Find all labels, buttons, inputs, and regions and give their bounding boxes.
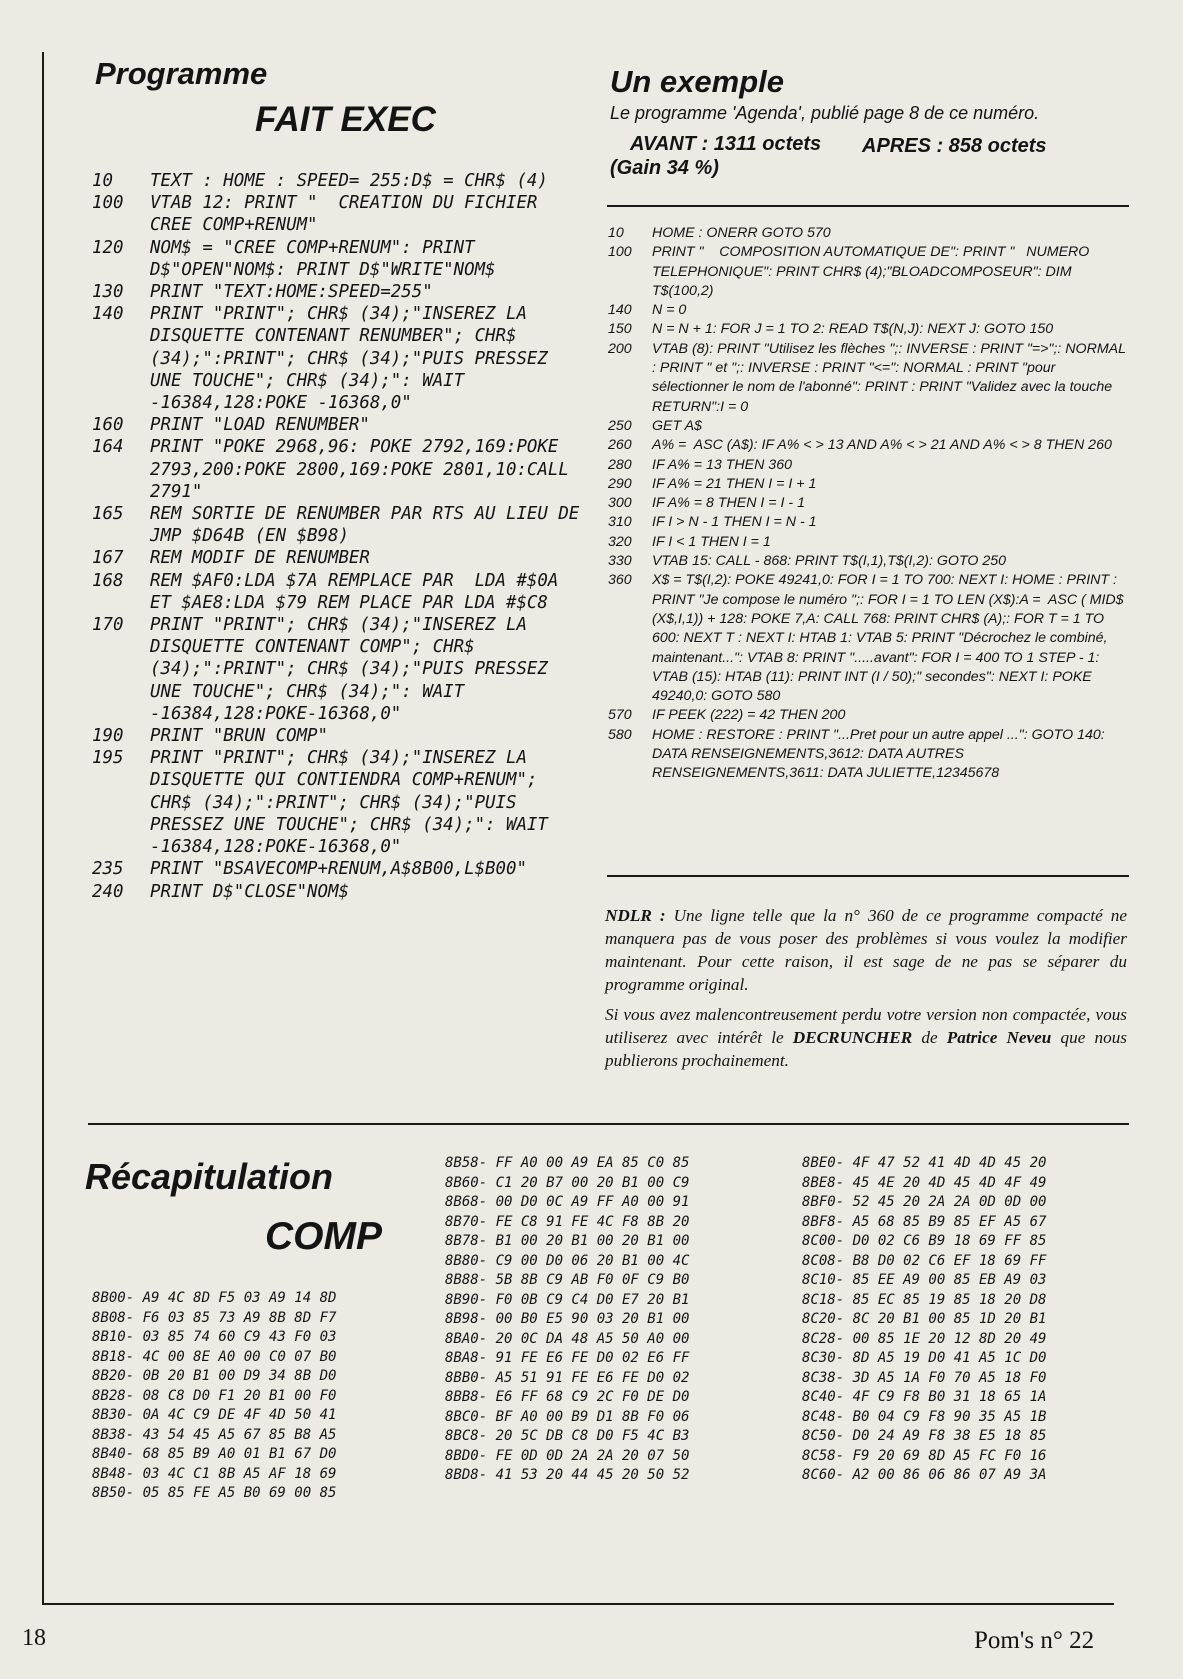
- hex-dump-row: 8B80- C9 00 D0 06 20 B1 00 4C: [445, 1252, 690, 1269]
- exec-code-line: [92, 303, 588, 414]
- hex-dump-row: 8B60- C1 20 B7 00 20 B1 00 C9: [445, 1174, 690, 1191]
- agenda-code-line-text: GET A$: [652, 417, 702, 434]
- page-frame-bottom: [42, 1603, 1114, 1605]
- hex-dump-row: 8B98- 00 B0 E5 90 03 20 B1 00: [445, 1311, 690, 1327]
- hex-dump-row: 8C48- B0 04 C9 F8 90 35 A5 1B: [802, 1408, 1047, 1425]
- exec-code-line-text: VTAB 12: PRINT " CREATION DU FICHIER CREE COMP+RENUM": [150, 193, 548, 236]
- exec-code-line-number: 195: [92, 748, 124, 769]
- exec-code-line: [92, 192, 588, 236]
- agenda-code-line: [608, 513, 1130, 532]
- exec-code-line-number: 120: [92, 237, 124, 258]
- exemple-intro: Le programme 'Agenda', publié page 8 de ce numéro.: [610, 103, 1040, 123]
- hex-dump-row: 8C20- 8C 20 B1 00 85 1D 20 B1: [802, 1311, 1047, 1327]
- hex-dump-row: 8B40- 68 85 B9 A0 01 B1 67 D0: [92, 1446, 337, 1462]
- agenda-code-line: [608, 340, 1130, 417]
- hex-dump-row: 8BD0- FE 0D 0D 2A 2A 20 07 50: [445, 1447, 690, 1464]
- exec-code-line-number: 235: [92, 859, 124, 880]
- agenda-code-line: [608, 533, 1130, 552]
- note-rule: [607, 875, 1129, 877]
- exec-code-line: [92, 858, 588, 880]
- exec-code-line: [92, 170, 588, 192]
- exec-code-line-text: REM SORTIE DE RENUMBER PAR RTS AU LIEU DE JMP $D64B (EN $B98): [150, 504, 590, 547]
- agenda-code-line-text: IF A% = 8 THEN I = I - 1: [652, 495, 805, 512]
- exec-code-line-number: 170: [92, 615, 124, 636]
- hex-dump-row: 8B38- 43 54 45 A5 67 85 B8 A5: [92, 1426, 337, 1443]
- hex-dump-row: 8B18- 4C 00 8E A0 00 C0 07 B0: [92, 1348, 337, 1365]
- hex-dump-row: 8B48- 03 4C C1 8B A5 AF 18 69: [92, 1465, 337, 1482]
- hex-dump-row: 8C08- B8 D0 02 C6 EF 18 69 FF: [802, 1252, 1047, 1269]
- agenda-code-line: [608, 571, 1130, 706]
- agenda-code-line: [608, 301, 1130, 320]
- hex-dump-row: 8BB8- E6 FF 68 C9 2C F0 DE D0: [445, 1389, 690, 1405]
- hex-dump-row: 8B58- FF A0 00 A9 EA 85 C0 85: [445, 1155, 690, 1171]
- hex-dump-row: 8BA8- 91 FE E6 FE D0 02 E6 FF: [445, 1350, 690, 1366]
- exec-code-line: [92, 414, 588, 436]
- recap-rule: [88, 1123, 1129, 1125]
- exec-code-line-number: 167: [92, 548, 124, 569]
- agenda-code-line-text: X$ = T$(I,2): POKE 49241,0: FOR I = 1 TO 700: NEXT I: HOME : PRINT : PRINT "Je compose le numéro ";: FOR I = 1 TO LEN (X$):A = ASC ( MID$ (X$,I,1)) + 128: POKE 7,A: CALL 768: PRINT CHR$ (A);: FOR T = 1 TO 600: NEXT T : NEXT I: HTAB 1: VTAB 5: PRINT "Décrochez le combiné, maintenant...": VTAB 8: PRINT ".....avant": FOR I = 400 TO 1 STEP - 1: VTAB (15): HTAB (11): PRINT INT (I / 50);" secondes": NEXT I: POKE 49240,0: GOTO 580: [652, 572, 1128, 705]
- exec-code-line-number: 10: [92, 171, 113, 191]
- ndlr-text-2b: de: [912, 1028, 947, 1047]
- agenda-code-line-text: IF A% = 13 THEN 360: [652, 456, 792, 473]
- agenda-code-line-text: IF PEEK (222) = 42 THEN 200: [652, 707, 846, 724]
- agenda-code-line-text: A% = ASC (A$): IF A% < > 13 AND A% < > 21 AND A% < > 8 THEN 260: [652, 437, 1112, 454]
- agenda-code-line: [608, 320, 1130, 339]
- agenda-code-line-number: 290: [608, 475, 632, 492]
- hex-dump-row: 8C58- F9 20 69 8D A5 FC F0 16: [802, 1447, 1047, 1464]
- exec-code-line-text: PRINT "PRINT"; CHR$ (34);"INSEREZ LA DISQUETTE QUI CONTIENDRA COMP+RENUM"; CHR$ (34);":PRINT"; CHR$ (34);"PUIS PRESSEZ UNE TOUCHE"; CHR$ (34);": WAIT -16384,128:POKE-16368,0": [150, 748, 559, 858]
- exec-code-line-text: REM $AF0:LDA $7A REMPLACE PAR LDA #$0A ET $AE8:LDA $79 REM PLACE PAR LDA #$C8: [150, 570, 569, 613]
- exec-code-line-text: PRINT "LOAD RENUMBER": [150, 415, 370, 436]
- exec-code-line: [92, 725, 588, 747]
- agenda-code-line: [608, 417, 1130, 436]
- agenda-code-line-text: PRINT " COMPOSITION AUTOMATIQUE DE": PRINT " NUMERO TELEPHONIQUE": PRINT CHR$ (4);"BLOADCOMPOSEUR": DIM T$(100,2): [652, 244, 1094, 299]
- exec-code-line: [92, 570, 588, 614]
- hex-dump-row: 8BE0- 4F 47 52 41 4D 4D 45 20: [802, 1155, 1047, 1171]
- exec-code-line-number: 160: [92, 415, 124, 436]
- hex-dump-row: 8C60- A2 00 86 06 86 07 A9 3A: [802, 1467, 1047, 1483]
- fait-exec-listing: [92, 170, 588, 903]
- hex-dump-row: 8BF0- 52 45 20 2A 2A 0D 0D 00: [802, 1194, 1047, 1210]
- agenda-code-line: [608, 706, 1130, 725]
- exec-code-line-text: PRINT "POKE 2968,96: POKE 2792,169:POKE 2793,200:POKE 2800,169:POKE 2801,10:CALL 2791": [150, 437, 580, 502]
- hex-dump-row: 8B70- FE C8 91 FE 4C F8 8B 20: [445, 1213, 690, 1230]
- agenda-code-line: [608, 243, 1130, 301]
- exec-code-line-number: 100: [92, 193, 124, 214]
- hex-dump-row: 8C28- 00 85 1E 20 12 8D 20 49: [802, 1330, 1047, 1347]
- exec-code-line-text: PRINT "PRINT"; CHR$ (34);"INSEREZ LA DISQUETTE CONTENANT RENUMBER"; CHR$ (34);":PRINT"; CHR$ (34);"PUIS PRESSEZ UNE TOUCHE"; CHR$ (34);": WAIT -16384,128:POKE -16368,0": [150, 304, 559, 414]
- hex-dump-row: 8C10- 85 EE A9 00 85 EB A9 03: [802, 1272, 1047, 1288]
- hex-dump-row: 8C30- 8D A5 19 D0 41 A5 1C D0: [802, 1350, 1047, 1366]
- agenda-code-line: [608, 224, 1130, 243]
- ndlr-lead: NDLR :: [605, 906, 666, 925]
- recap-heading: Récapitulation: [85, 1156, 334, 1197]
- size-gain: (Gain 34 %): [610, 157, 719, 179]
- agenda-code-line: [608, 552, 1130, 571]
- exec-code-line: [92, 237, 588, 281]
- exec-code-line-number: 140: [92, 304, 124, 325]
- ndlr-text-1: Une ligne telle que la n° 360 de ce programme compacté ne manquera pas de vous poser des problèmes si vous voulez la modifier maintenant. Pour cette raison, il est sage de ne pas se séparer du programme original.: [605, 906, 1127, 994]
- hex-dump-row: 8BC8- 20 5C DB C8 D0 F5 4C B3: [445, 1428, 690, 1444]
- agenda-code-line-number: 300: [608, 495, 632, 512]
- exec-code-line: [92, 436, 588, 503]
- programme-heading: Programme: [95, 56, 268, 91]
- exec-code-line-text: TEXT : HOME : SPEED= 255:D$ = CHR$ (4): [150, 171, 548, 191]
- exemple-rule: [607, 205, 1129, 207]
- ndlr-decruncher: DECRUNCHER: [792, 1028, 913, 1047]
- hex-dump-row: 8C00- D0 02 C6 B9 18 69 FF 85: [802, 1233, 1047, 1249]
- hex-dump-row: 8B50- 05 85 FE A5 B0 69 00 85: [92, 1485, 337, 1501]
- hex-dump-row: 8B30- 0A 4C C9 DE 4F 4D 50 41: [92, 1407, 337, 1423]
- exec-code-line: [92, 547, 588, 569]
- exemple-heading: Un exemple: [610, 64, 785, 99]
- exec-code-line: [92, 281, 588, 303]
- agenda-code-line-text: HOME : ONERR GOTO 570: [652, 225, 831, 241]
- exec-code-line: [92, 881, 588, 903]
- exec-code-line: [92, 503, 588, 547]
- hex-dump-row: 8B78- B1 00 20 B1 00 20 B1 00: [445, 1233, 690, 1249]
- exec-code-line-text: REM MODIF DE RENUMBER: [150, 548, 370, 569]
- size-after: APRES : 858 octets: [862, 135, 1047, 157]
- comp-subheading: COMP: [265, 1215, 382, 1258]
- agenda-code-line: [608, 456, 1130, 475]
- hex-dump-row: 8B20- 0B 20 B1 00 D9 34 8B D0: [92, 1368, 337, 1384]
- hex-column-3: [802, 1154, 1046, 1486]
- agenda-code-line-text: N = N + 1: FOR J = 1 TO 2: READ T$(N,J): NEXT J: GOTO 150: [652, 321, 1054, 338]
- hex-column-1: [92, 1289, 336, 1504]
- hex-dump-row: 8C50- D0 24 A9 F8 38 E5 18 85: [802, 1428, 1047, 1444]
- agenda-code-line-text: IF I < 1 THEN I = 1: [652, 533, 771, 550]
- exec-code-line-number: 168: [92, 570, 124, 591]
- hex-dump-row: 8BE8- 45 4E 20 4D 45 4D 4F 49: [802, 1174, 1047, 1191]
- agenda-code-line-text: HOME : RESTORE : PRINT "...Pret pour un autre appel ...": GOTO 140: DATA RENSEIGNEMENTS,3612: DATA AUTRES RENSEIGNEMENTS,3611: DATA JULIETTE,12345678: [652, 726, 1109, 782]
- agenda-code-line: [608, 436, 1130, 455]
- hex-dump-row: 8B10- 03 85 74 60 C9 43 F0 03: [92, 1329, 337, 1345]
- hex-dump-row: 8BD8- 41 53 20 44 45 20 50 52: [445, 1467, 690, 1483]
- hex-dump-row: 8BC0- BF A0 00 B9 D1 8B F0 06: [445, 1408, 690, 1425]
- hex-dump-row: 8B90- F0 0B C9 C4 D0 E7 20 B1: [445, 1291, 690, 1308]
- hex-dump-row: 8BA0- 20 0C DA 48 A5 50 A0 00: [445, 1330, 690, 1347]
- hex-dump-row: 8B08- F6 03 85 73 A9 8B 8D F7: [92, 1309, 337, 1326]
- hex-dump-row: 8B88- 5B 8B C9 AB F0 0F C9 B0: [445, 1272, 690, 1288]
- agenda-code-line-number: 100: [608, 244, 632, 261]
- agenda-code-line-number: 330: [608, 553, 632, 570]
- agenda-code-line-number: 360: [608, 572, 632, 589]
- agenda-code-line-text: N = 0: [652, 302, 687, 319]
- exec-code-line-text: PRINT "BSAVECOMP+RENUM,A$8B00,L$B00": [150, 859, 527, 880]
- agenda-code-line-number: 570: [608, 707, 632, 724]
- agenda-code-line-number: 260: [608, 437, 632, 454]
- hex-dump-row: 8BF8- A5 68 85 B9 85 EF A5 67: [802, 1213, 1047, 1230]
- agenda-code-line-number: 310: [608, 514, 632, 531]
- size-before: AVANT : 1311 octets: [630, 133, 822, 155]
- exec-code-line: [92, 747, 588, 858]
- agenda-code-line-number: 150: [608, 321, 632, 338]
- page-number: 18: [22, 1625, 46, 1651]
- exec-code-line-text: PRINT "BRUN COMP": [150, 726, 328, 747]
- hex-dump-row: 8B28- 08 C8 D0 F1 20 B1 00 F0: [92, 1387, 337, 1404]
- ndlr-note: [605, 904, 1127, 1072]
- agenda-code-line-text: VTAB (8): PRINT "Utilisez les flèches ";: INVERSE : PRINT "=>";: NORMAL : PRINT " et ";: INVERSE : PRINT "<=": NORMAL : PRINT "pour sélectionner le nom de l'abonné": PRINT : PRINT "Validez avec la touche RETURN":I = 0: [652, 340, 1130, 415]
- agenda-code-line-number: 200: [608, 340, 632, 357]
- ndlr-text-2c: que nous publierons prochainement.: [605, 1028, 1127, 1070]
- exec-code-line: [92, 614, 588, 725]
- issue-label: Pom's n° 22: [974, 1627, 1095, 1654]
- fait-exec-subheading: FAIT EXEC: [255, 100, 436, 139]
- ndlr-paragraph-1: [605, 904, 1127, 996]
- hex-dump-row: 8C40- 4F C9 F8 B0 31 18 65 1A: [802, 1389, 1047, 1405]
- exec-code-line-text: PRINT D$"CLOSE"NOM$: [150, 881, 349, 902]
- agenda-code-line: [608, 475, 1130, 494]
- agenda-code-line-number: 250: [608, 417, 632, 434]
- agenda-code-line-number: 320: [608, 533, 632, 550]
- agenda-code-line: [608, 726, 1130, 784]
- hex-dump-row: 8C18- 85 EC 85 19 85 18 20 D8: [802, 1291, 1047, 1308]
- agenda-code-line-text: IF I > N - 1 THEN I = N - 1: [652, 514, 817, 531]
- agenda-code-line-number: 10: [608, 225, 624, 241]
- hex-dump-row: 8B00- A9 4C 8D F5 03 A9 14 8D: [92, 1290, 337, 1306]
- ndlr-author: Patrice Neveu: [946, 1028, 1052, 1047]
- agenda-code-line-number: 280: [608, 456, 632, 473]
- agenda-code-line-number: 140: [608, 302, 632, 319]
- exec-code-line-text: PRINT "TEXT:HOME:SPEED=255": [150, 282, 433, 303]
- agenda-code-line-number: 580: [608, 726, 632, 743]
- hex-dump-row: 8C38- 3D A5 1A F0 70 A5 18 F0: [802, 1369, 1047, 1386]
- exec-code-line-number: 164: [92, 437, 124, 458]
- ndlr-text-2a: Si vous avez malencontreusement perdu votre version non compactée, vous utiliserez avec intérêt le: [605, 1005, 1127, 1047]
- exec-code-line-number: 130: [92, 282, 124, 303]
- ndlr-paragraph-2: [605, 1003, 1127, 1072]
- page-frame-left: [42, 52, 44, 1604]
- agenda-code-line: [608, 494, 1130, 513]
- exec-code-line-text: PRINT "PRINT"; CHR$ (34);"INSEREZ LA DISQUETTE CONTENANT COMP"; CHR$ (34);":PRINT"; CHR$ (34);"PUIS PRESSEZ UNE TOUCHE"; CHR$ (34);": WAIT -16384,128:POKE-16368,0": [150, 615, 559, 724]
- exec-code-line-number: 165: [92, 504, 124, 525]
- agenda-code-line-text: VTAB 15: CALL - 868: PRINT T$(I,1),T$(I,2): GOTO 250: [652, 553, 1007, 570]
- hex-column-2: [445, 1154, 689, 1486]
- agenda-code-line-text: IF A% = 21 THEN I = I + 1: [652, 475, 817, 492]
- agenda-listing: [608, 224, 1130, 784]
- exec-code-line-number: 240: [92, 881, 124, 902]
- hex-dump-row: 8B68- 00 D0 0C A9 FF A0 00 91: [445, 1194, 690, 1210]
- exec-code-line-number: 190: [92, 726, 124, 747]
- hex-dump-row: 8BB0- A5 51 91 FE E6 FE D0 02: [445, 1369, 690, 1386]
- exec-code-line-text: NOM$ = "CREE COMP+RENUM": PRINT D$"OPEN"NOM$: PRINT D$"WRITE"NOM$: [150, 237, 496, 280]
